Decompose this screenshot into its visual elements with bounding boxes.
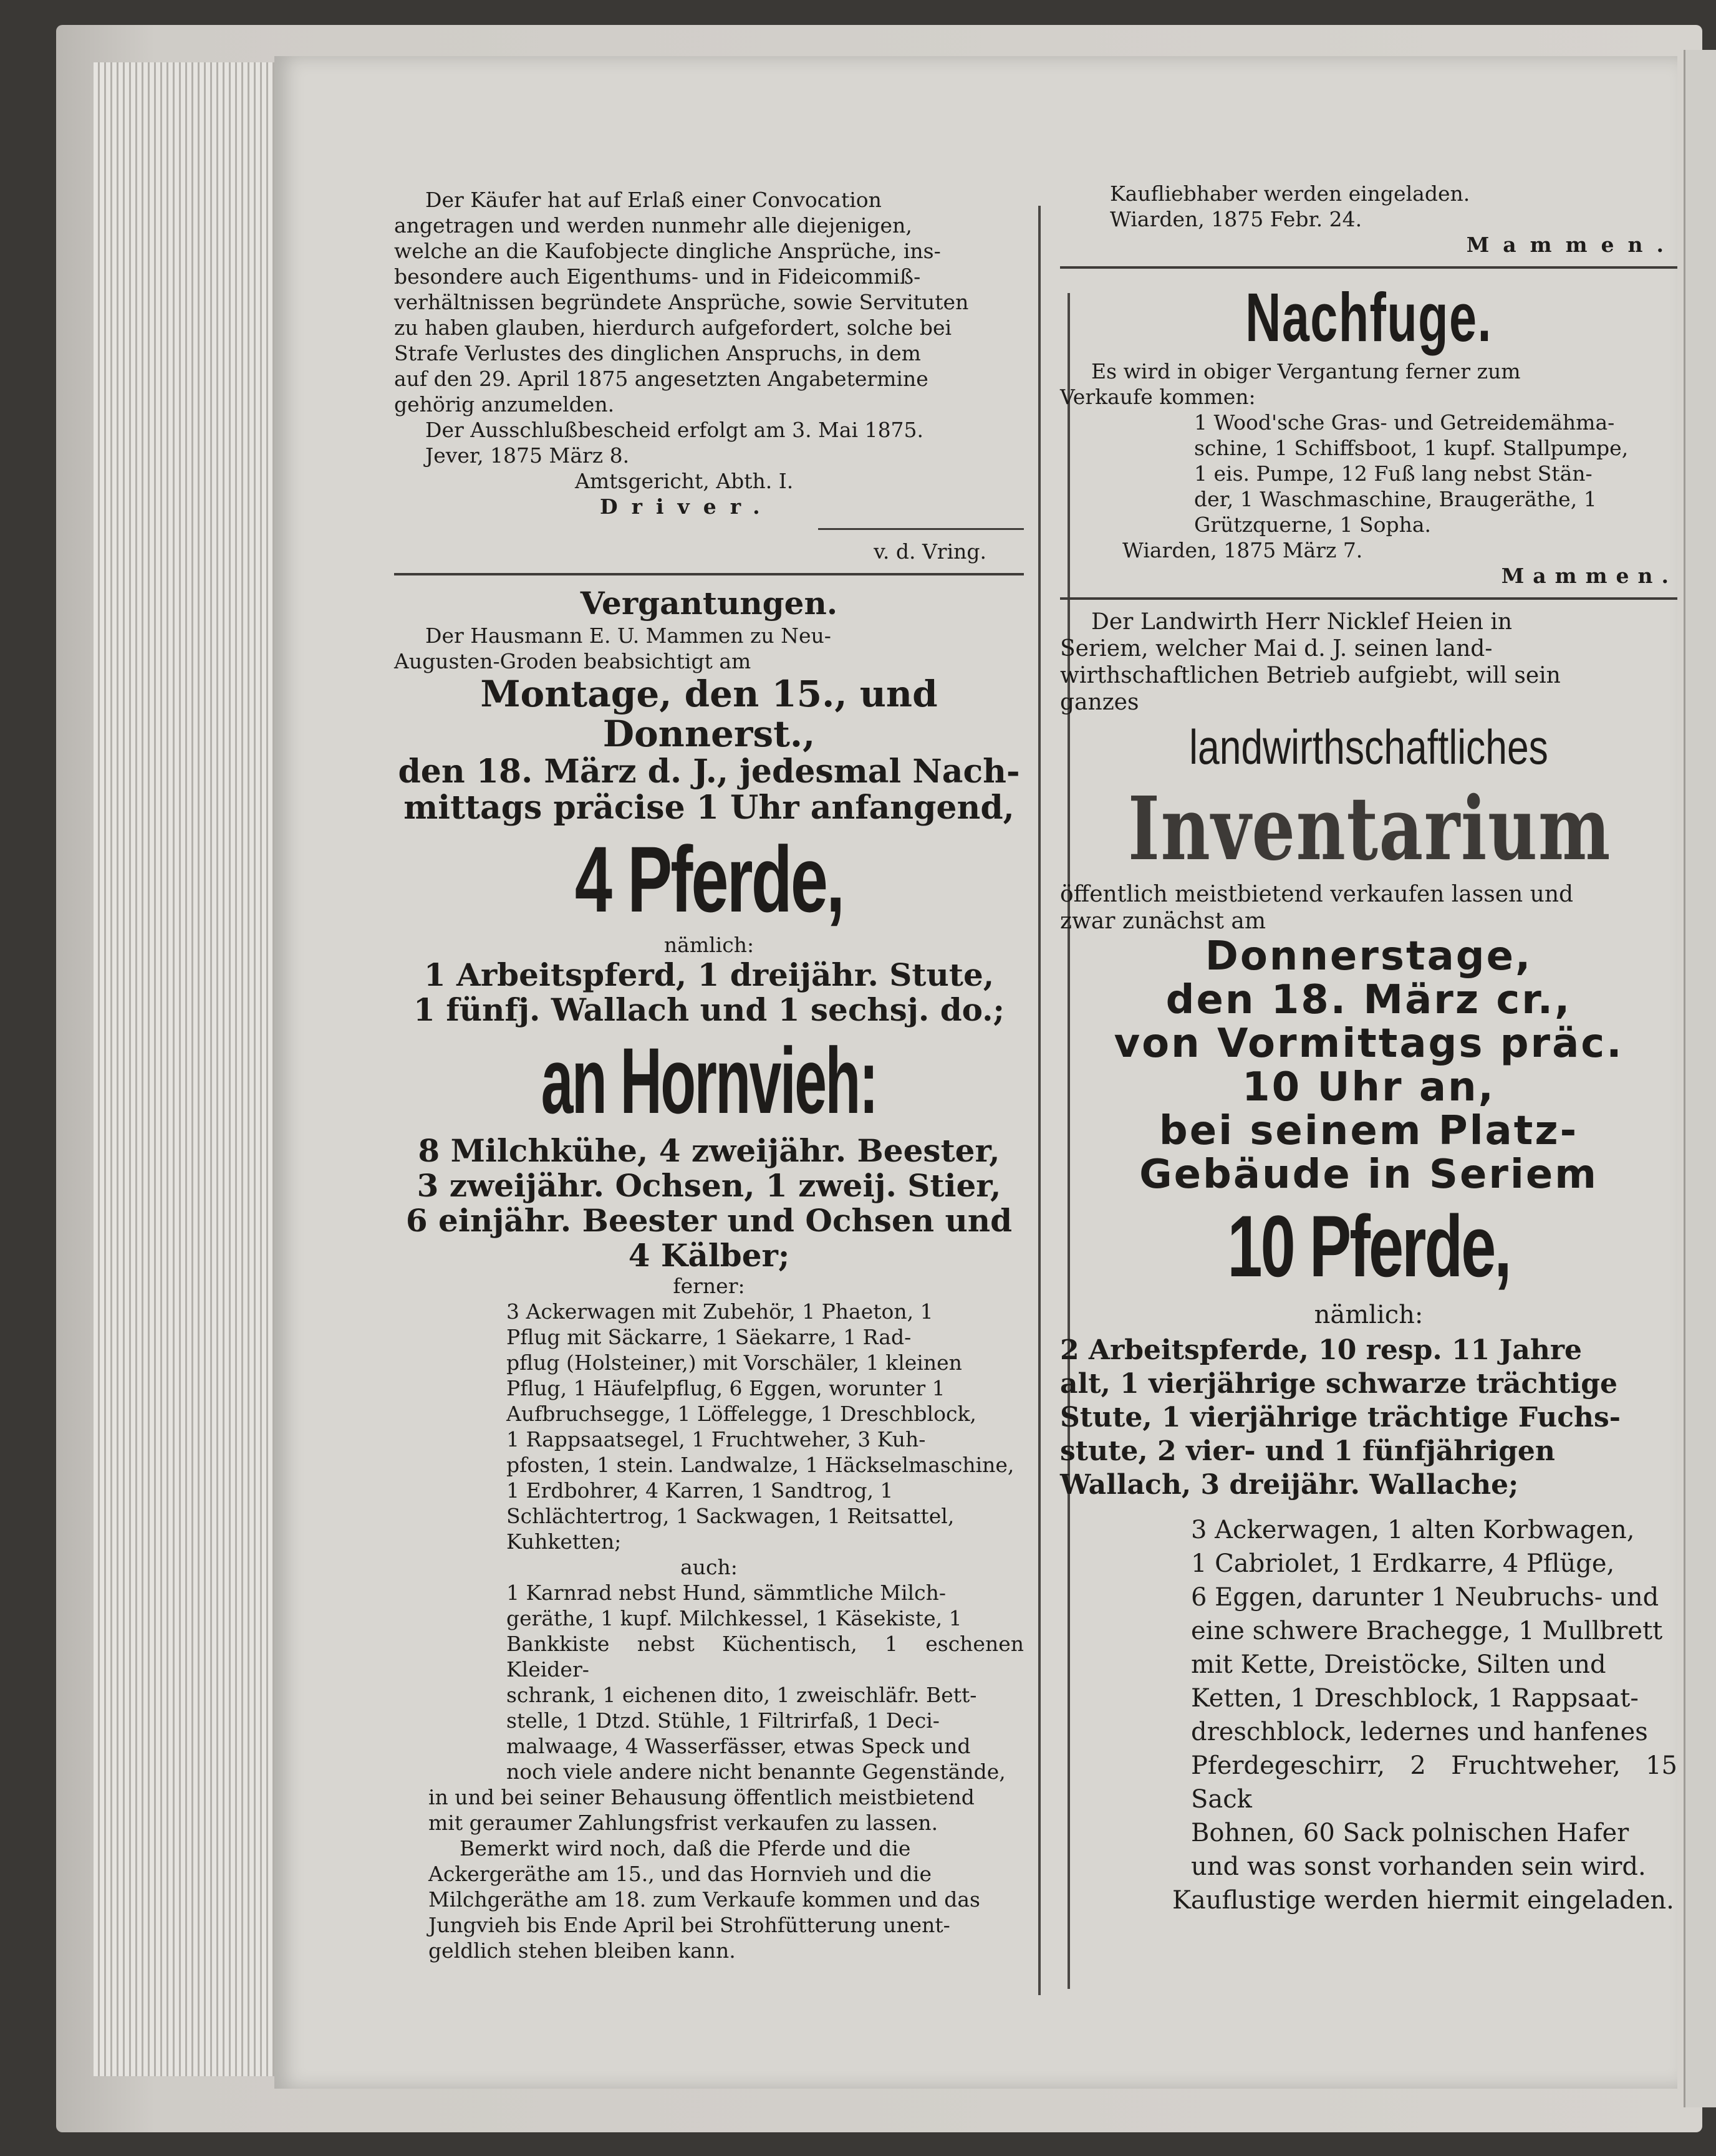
place-date: Jever, 1875 März 8. [425, 443, 630, 468]
text-line: geldlich stehen bleiben kann. [428, 1938, 736, 1963]
item-line: schrank, 1 eichenen dito, 1 zweischläfr. Bett- [506, 1683, 977, 1707]
item-line: Kuhketten; [506, 1529, 622, 1554]
naemlich-label: nämlich: [663, 933, 754, 957]
pferde-line: 2 Arbeitspferde, 10 resp. 11 Jahre [1060, 1334, 1583, 1366]
next-page-edge [1684, 50, 1716, 2107]
item-line: Bohnen, 60 Sack polnischen Hafer [1191, 1819, 1629, 1847]
date-line: Donnerstage, [1205, 933, 1533, 979]
date-line: Montage, den 15., und Donnerst., [480, 673, 938, 755]
item-line: geräthe, 1 kupf. Milchkessel, 1 Käsekiste, 1 [506, 1606, 962, 1630]
text-line: Jungvieh bis Ende April bei Strohfütterung unent- [428, 1913, 950, 1937]
signature-rule [818, 528, 1024, 530]
section-heading: Vergantungen. [580, 585, 838, 622]
text-line: mit geraumer Zahlungsfrist verkaufen zu lassen. [428, 1811, 938, 1835]
text-line: Seriem, welcher Mai d. J. seinen land- [1060, 636, 1493, 662]
item-line: mit Kette, Dreistöcke, Silten und [1191, 1650, 1606, 1679]
text-line: Es wird in obiger Vergantung ferner zum [1091, 359, 1521, 383]
date-line: mittags präcise 1 Uhr anfangend, [403, 789, 1015, 827]
nachfuge-notice [1060, 277, 1677, 589]
item-line: eine schwere Brachegge, 1 Mullbrett [1191, 1617, 1663, 1645]
text-line: ganzes [1060, 690, 1139, 715]
auch-label: auch: [680, 1555, 738, 1579]
right-column [1060, 181, 1677, 1917]
signer-name: Mammen. [1466, 233, 1677, 257]
place-date: Wiarden, 1875 März 7. [1122, 538, 1363, 562]
item-line: pflug (Holsteiner,) mit Vorschäler, 1 kleinen [506, 1350, 962, 1375]
item-line: Bankkiste nebst Küchentisch, 1 eschenen Kleider- [506, 1632, 1024, 1682]
court-name: Amtsgericht, Abth. I. [575, 469, 794, 493]
hornvieh-heading: an Hornvieh: [541, 1028, 877, 1133]
pferde-line: Stute, 1 vierjährige trächtige Fuchs- [1060, 1402, 1621, 1433]
text-line: Der Landwirth Herr Nicklef Heien in [1091, 609, 1513, 635]
column-rule-left [1038, 206, 1041, 1995]
item-line: Aufbruchsegge, 1 Löffelegge, 1 Dreschblock, [506, 1402, 976, 1426]
item-line: 6 Eggen, darunter 1 Neubruchs- und [1191, 1583, 1659, 1612]
item-line: 1 eis. Pumpe, 12 Fuß lang nebst Stän- [1194, 461, 1593, 486]
text-line: Der Käufer hat auf Erlaß einer Convocation [425, 188, 882, 212]
item-line: 1 Rappsaatsegel, 1 Fruchtweher, 3 Kuh- [506, 1427, 926, 1451]
item-line: schine, 1 Schiffsboot, 1 kupf. Stallpumpe, [1194, 436, 1629, 460]
item-line: noch viele andere nicht benannte Gegenstände, [506, 1759, 1006, 1784]
pferde-line: stute, 2 vier- und 1 fünfjährigen [1060, 1435, 1555, 1467]
item-line: stelle, 1 Dtzd. Stühle, 1 Filtrirfaß, 1 Deci- [506, 1708, 940, 1733]
text-line: Bemerkt wird noch, daß die Pferde und die [460, 1836, 911, 1860]
vergantung-notice [394, 584, 1024, 1963]
hornvieh-line: 4 Kälber; [628, 1237, 790, 1274]
text-line: wirthschaftlichen Betrieb aufgiebt, will sein [1060, 663, 1561, 688]
left-column [394, 187, 1024, 1963]
item-line: 3 Ackerwagen, 1 alten Korbwagen, [1191, 1516, 1635, 1544]
item-line: dreschblock, ledernes und hanfenes [1191, 1718, 1648, 1746]
naemlich-label: nämlich: [1314, 1301, 1424, 1329]
item-line: 1 Wood'sche Gras- und Getreidemähma- [1194, 410, 1615, 435]
item-line: Pflug, 1 Häufelpflug, 6 Eggen, worunter 1 [506, 1376, 945, 1400]
item-line: und was sonst vorhanden sein wird. [1191, 1852, 1646, 1881]
text-line: Verkaufe kommen: [1060, 385, 1256, 409]
text-line: besondere auch Eigenthums- und in Fideicommiß- [394, 264, 921, 289]
pferde-line: alt, 1 vierjährige schwarze trächtige [1060, 1368, 1617, 1400]
nachfuge-heading: Nachfuge. [1245, 279, 1492, 356]
text-line: verhältnissen begründete Ansprüche, sowie Servituten [394, 290, 969, 314]
pferde-line: Wallach, 3 dreijähr. Wallache; [1060, 1469, 1519, 1501]
ausschluss-line: Der Ausschlußbescheid erfolgt am 3. Mai 1875. [425, 418, 924, 442]
item-line: 1 Karnrad nebst Hund, sämmtliche Milch- [506, 1581, 946, 1605]
inventarium-heading: Inventarium [1127, 778, 1612, 880]
text-line: in und bei seiner Behausung öffentlich meistbietend [428, 1785, 975, 1809]
signer-name: Driver. [600, 494, 774, 519]
pferde-line: 1 fünfj. Wallach und 1 sechsj. do.; [413, 991, 1005, 1028]
text-line: zu haben glauben, hierdurch aufgefordert, solche bei [394, 315, 952, 340]
date-line: von Vormittags präc. [1114, 1021, 1624, 1067]
text-line: welche an die Kaufobjecte dingliche Ansprüche, ins- [394, 239, 941, 263]
item-line: 1 Cabriolet, 1 Erdkarre, 4 Pflüge, [1191, 1549, 1615, 1578]
text-line: Kaufliebhaber werden eingeladen. [1110, 181, 1470, 206]
pferde-heading: 4 Pferde, [574, 827, 844, 931]
text-line: Strafe Verlustes des dinglichen Anspruchs, in dem [394, 341, 921, 365]
item-line: Pferdegeschirr, 2 Fruchtweher, 15 Sack [1191, 1751, 1677, 1814]
section-divider [1060, 597, 1677, 600]
date-line: den 18. März d. J., jedesmal Nach- [398, 753, 1020, 791]
item-line: 3 Ackerwagen mit Zubehör, 1 Phaeton, 1 [506, 1299, 933, 1324]
date-line: den 18. März cr., [1165, 977, 1572, 1023]
section-divider [1060, 266, 1677, 269]
text-line: Augusten-Groden beabsichtigt am [394, 649, 751, 673]
section-divider [394, 573, 1024, 575]
item-line: pfosten, 1 stein. Landwalze, 1 Häckselmaschine, [506, 1453, 1015, 1477]
convocation-notice [394, 187, 1024, 564]
heien-notice [1060, 609, 1677, 1917]
date-line: 10 Uhr an, [1242, 1064, 1495, 1110]
text-line: gehörig anzumelden. [394, 392, 615, 416]
text-line: Der Hausmann E. U. Mammen zu Neu- [425, 623, 831, 648]
text-line: angetragen und werden nunmehr alle diejenigen, [394, 213, 912, 238]
hornvieh-line: 3 zweijähr. Ochsen, 1 zweij. Stier, [417, 1167, 1001, 1204]
ferner-label: ferner: [673, 1274, 745, 1298]
text-line: Ackergeräthe am 15., und das Hornvieh und die [428, 1862, 932, 1886]
hornvieh-line: 8 Milchkühe, 4 zweijähr. Beester, [418, 1132, 1000, 1169]
text-line: öffentlich meistbietend verkaufen lassen und [1060, 882, 1574, 907]
item-line: Pflug mit Säckarre, 1 Säekarre, 1 Rad- [506, 1325, 912, 1349]
date-line: Gebäude in Seriem [1139, 1152, 1598, 1198]
text-line: auf den 29. April 1875 angesetzten Angabetermine [394, 367, 928, 391]
page-edges [94, 62, 281, 2076]
clerk-name: v. d. Vring. [874, 539, 986, 564]
closing-line: Kauflustige werden hiermit eingeladen. [1172, 1886, 1674, 1915]
hornvieh-line: 6 einjähr. Beester und Ochsen und [405, 1202, 1013, 1239]
item-line: Schlächtertrog, 1 Sackwagen, 1 Reitsattel, [506, 1504, 955, 1528]
date-line: bei seinem Platz- [1159, 1108, 1579, 1154]
item-line: malwaage, 4 Wasserfässer, etwas Speck und [506, 1734, 971, 1758]
text-line: Milchgeräthe am 18. zum Verkaufe kommen und das [428, 1887, 980, 1912]
signer-name: Mammen. [1501, 564, 1677, 588]
item-line: der, 1 Waschmaschine, Braugeräthe, 1 [1194, 487, 1597, 511]
pferde-heading: 10 Pferde, [1227, 1197, 1510, 1295]
place-date: Wiarden, 1875 Febr. 24. [1110, 207, 1362, 231]
text-line: zwar zunächst am [1060, 908, 1266, 934]
pferde-line: 1 Arbeitspferd, 1 dreijähr. Stute, [423, 956, 995, 993]
land-heading: landwirthschaftliches [1189, 719, 1548, 774]
item-line: 1 Erdbohrer, 4 Karren, 1 Sandtrog, 1 [506, 1478, 894, 1503]
item-line: Grützquerne, 1 Sopha. [1194, 513, 1431, 537]
item-line: Ketten, 1 Dreschblock, 1 Rappsaat- [1191, 1684, 1639, 1713]
